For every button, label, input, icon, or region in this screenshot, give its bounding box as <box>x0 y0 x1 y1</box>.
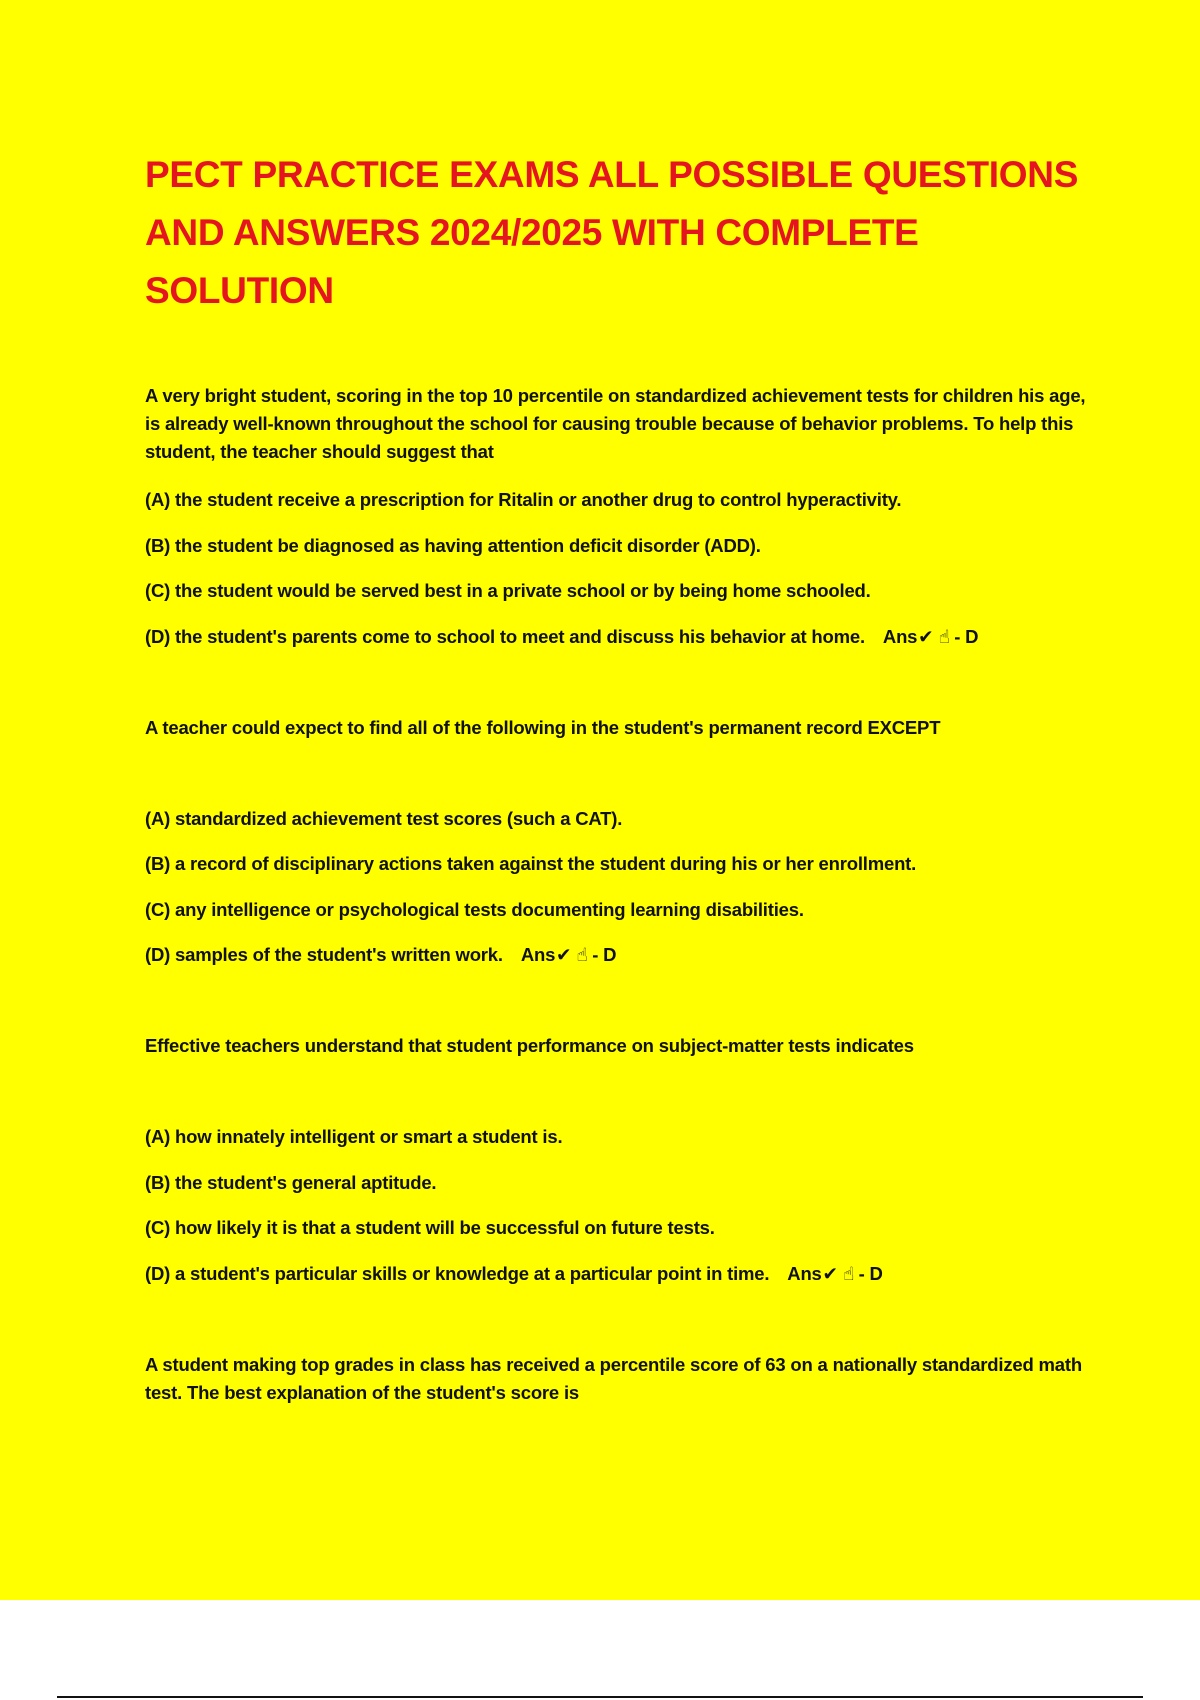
footer-rule <box>57 1696 1143 1698</box>
question-3-option-a: (A) how innately intelligent or smart a student is. <box>145 1126 563 1147</box>
question-2-answer <box>521 944 616 965</box>
question-1-option-d-row <box>145 623 1095 651</box>
question-3-option-d: (D) a student's particular skills or knowledge at a particular point in time. <box>145 1263 770 1284</box>
question-3-option-c: (C) how likely it is that a student will be successful on future tests. <box>145 1217 715 1238</box>
question-2-stem: A teacher could expect to find all of the following in the student's permanent record EXCEPT <box>145 717 941 738</box>
answer-label: Ans <box>882 626 918 647</box>
question-2-option-d-row <box>145 941 1095 969</box>
answer-value: - D <box>954 626 979 647</box>
answer-label: Ans <box>520 944 556 965</box>
question-1-option-d: (D) the student's parents come to school to meet and discuss his behavior at home. <box>145 626 865 647</box>
question-2-option-d: (D) samples of the student's written work. <box>145 944 503 965</box>
answer-value: - D <box>858 1263 883 1284</box>
answer-value: - D <box>592 944 617 965</box>
check-icon: ✔ <box>822 1263 838 1284</box>
question-1-option-c: (C) the student would be served best in a private school or by being home schooled. <box>145 580 871 601</box>
answer-label: Ans <box>787 1263 822 1284</box>
question-1-answer <box>883 626 978 647</box>
question-3-option-d-row <box>145 1260 1095 1288</box>
question-1-option-b: (B) the student be diagnosed as having attention deficit disorder (ADD). <box>145 535 761 556</box>
question-3-answer <box>787 1263 882 1284</box>
document-title: PECT PRACTICE EXAMS ALL POSSIBLE QUESTIONS AND ANSWERS 2024/2025 WITH COMPLETE SOLUTION <box>145 154 1079 311</box>
question-2-option-b: (B) a record of disciplinary actions taken against the student during his or her enrollment. <box>145 853 917 874</box>
pointing-hand-icon: ☝ <box>843 1263 855 1284</box>
question-2-option-c: (C) any intelligence or psychological tests documenting learning disabilities. <box>145 899 804 920</box>
question-1-option-a: (A) the student receive a prescription for Ritalin or another drug to control hyperactivity. <box>145 489 902 510</box>
question-4-stem: A student making top grades in class has received a percentile score of 63 on a nationally standardized math test. The best explanation of the student's score is <box>145 1354 1082 1403</box>
check-icon: ✔ <box>918 626 934 647</box>
pointing-hand-icon: ☝ <box>938 626 950 647</box>
question-3-stem: Effective teachers understand that student performance on subject-matter tests indicates <box>145 1035 914 1056</box>
question-2-option-a: (A) standardized achievement test scores (such a CAT). <box>145 808 623 829</box>
question-1-stem: A very bright student, scoring in the top 10 percentile on standardized achievement tests for children his age, is already well-known throughout the school for causing trouble because of behavior problems. To help this student, the teacher should suggest that <box>145 385 1086 462</box>
check-icon: ✔ <box>556 944 572 965</box>
pointing-hand-icon: ☝ <box>576 944 588 965</box>
question-3-option-b: (B) the student's general aptitude. <box>145 1172 437 1193</box>
